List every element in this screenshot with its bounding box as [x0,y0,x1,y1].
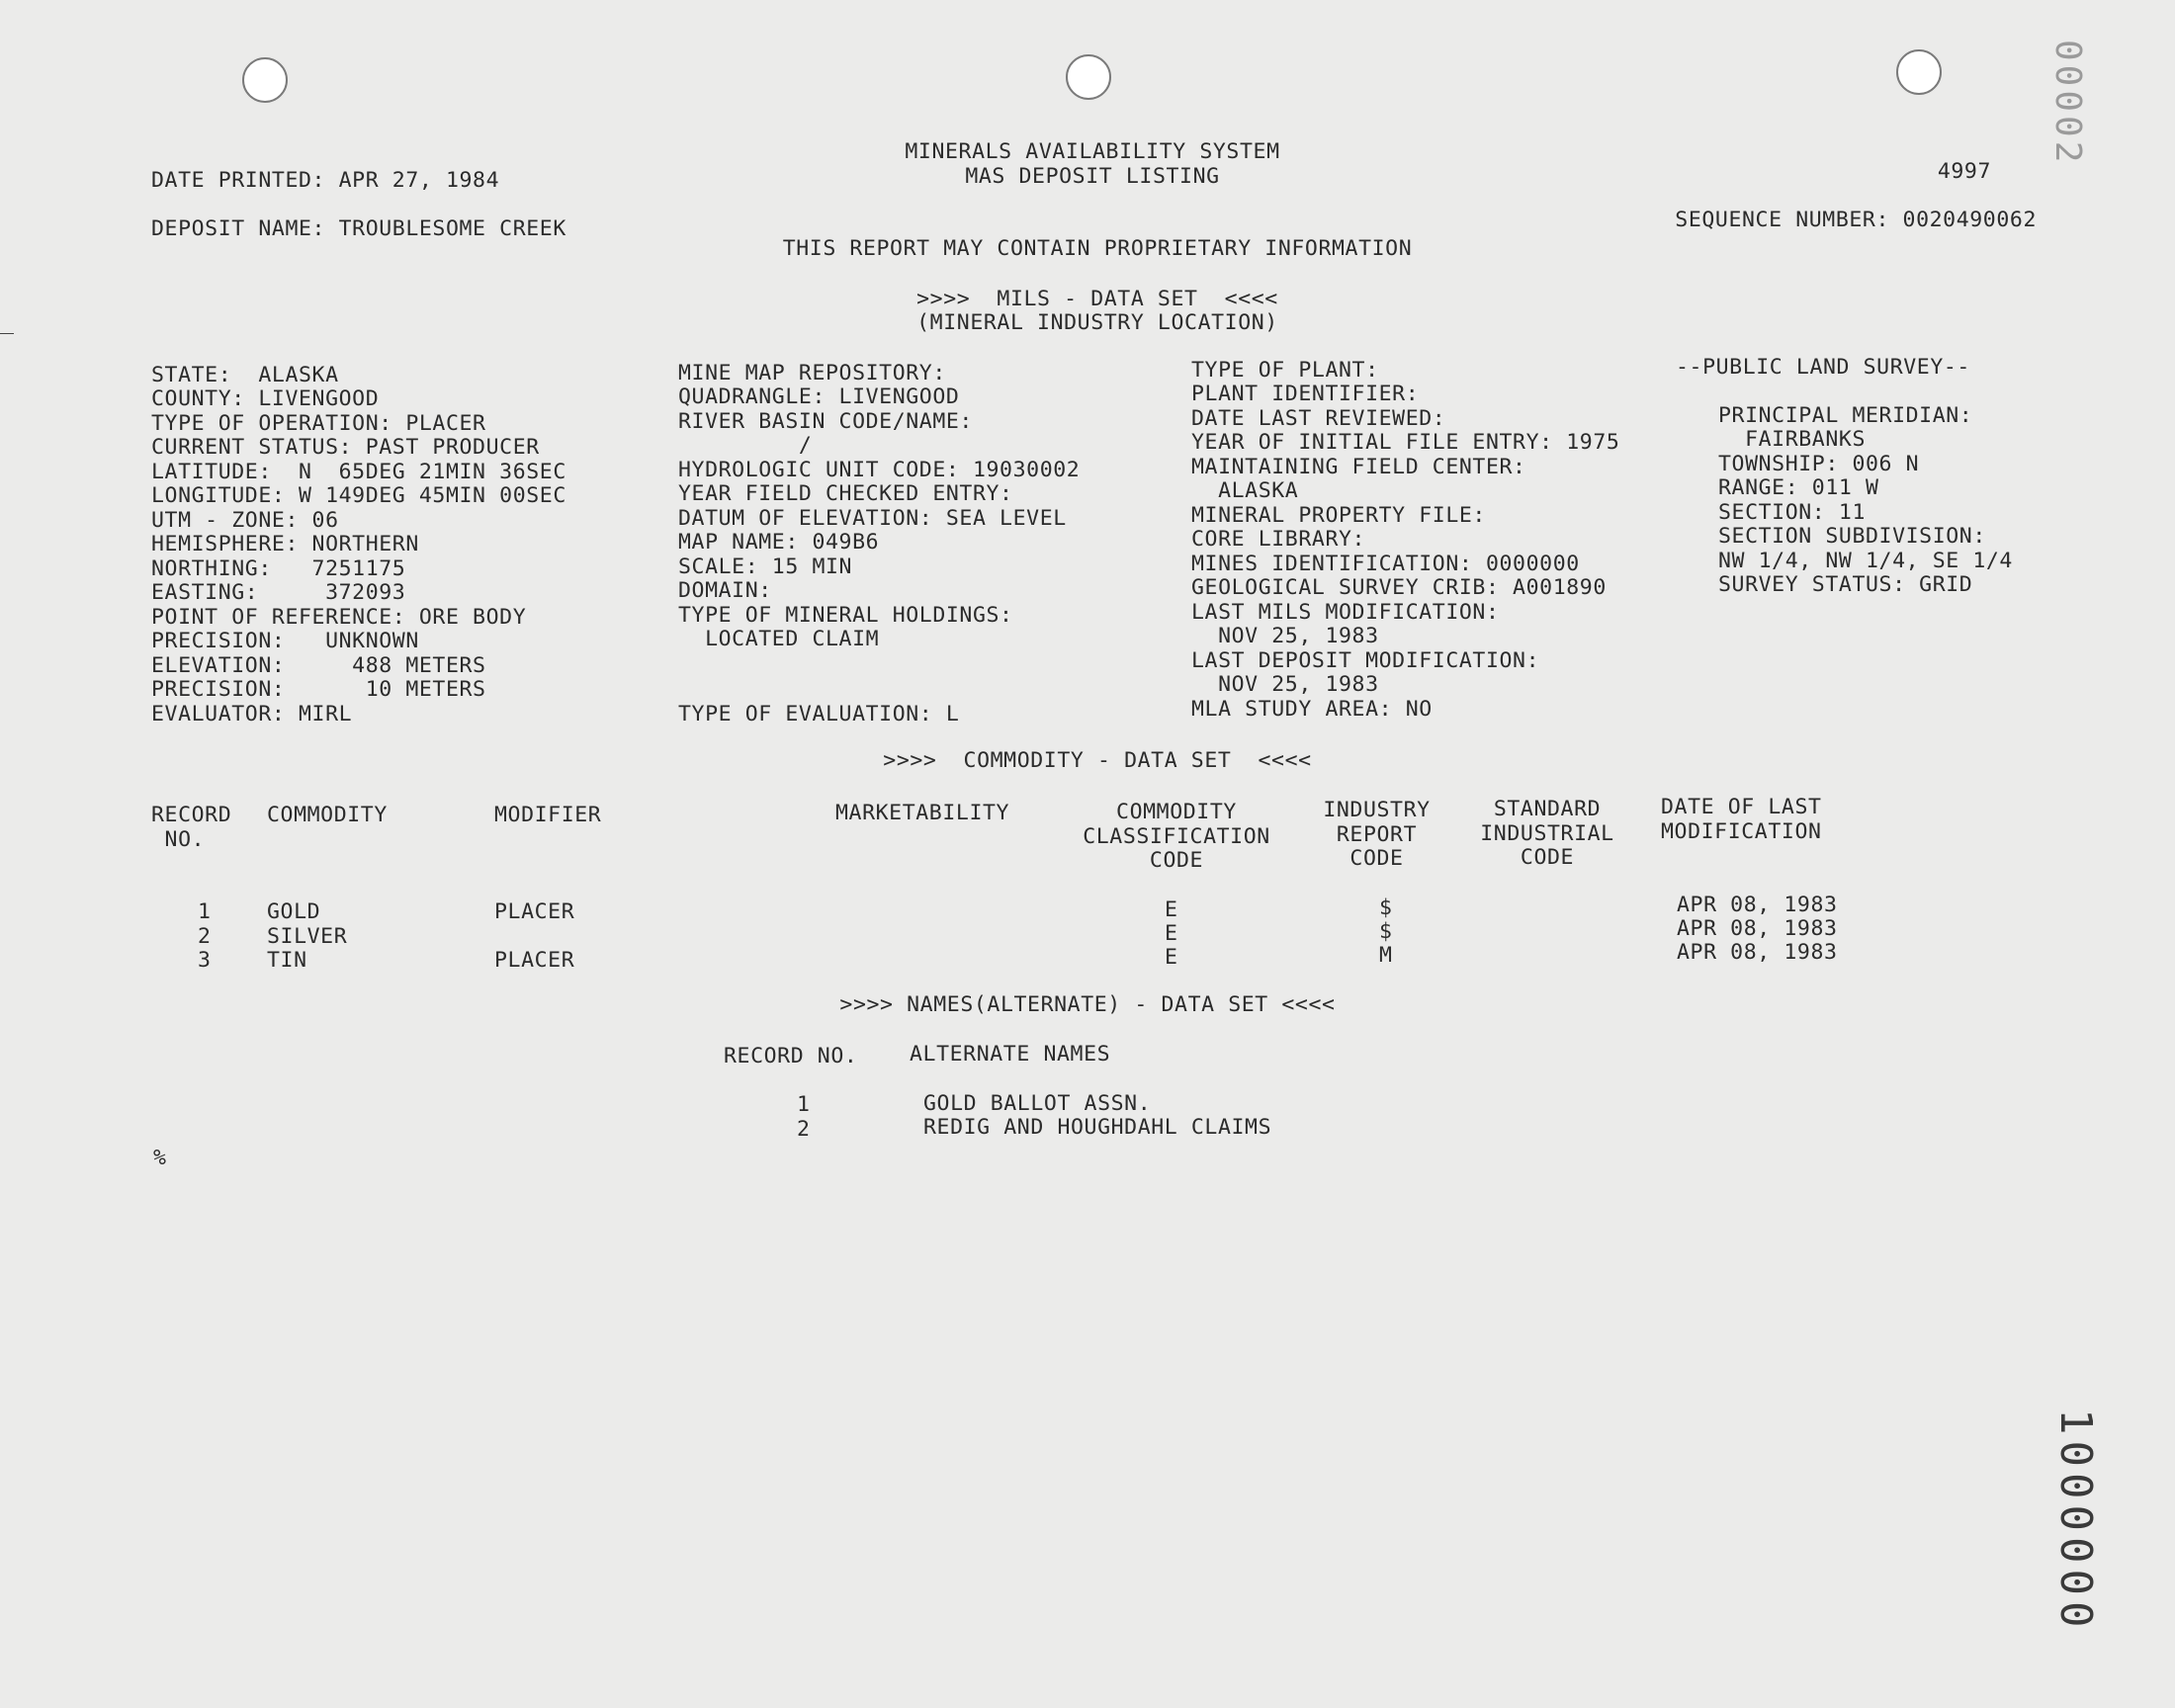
field-mine-map-repository: MINE MAP REPOSITORY: [678,361,946,385]
field-river-basin: RIVER BASIN CODE/NAME: [678,409,973,434]
row-industry-report: M [1379,943,1393,968]
field-date-last-reviewed: DATE LAST REVIEWED: [1191,406,1446,431]
alternate-name: REDIG AND HOUGHDAHL CLAIMS [923,1115,1272,1140]
row-record-no: 2 [198,924,212,949]
field-state: STATE: ALASKA [151,363,339,387]
punch-hole-right [1896,49,1942,95]
field-easting: EASTING: 372093 [151,580,406,605]
field-precision-elevation: PRECISION: 10 METERS [151,677,486,702]
field-mineral-property-file: MINERAL PROPERTY FILE: [1191,503,1486,528]
commodity-title: >>>> COMMODITY - DATA SET <<<< [883,748,1312,773]
row-record-no: 3 [198,948,212,973]
field-hydrologic-unit: HYDROLOGIC UNIT CODE: 19030002 [678,458,1081,482]
field-principal-meridian-value: FAIRBANKS [1718,427,1866,452]
row-commodity: GOLD [267,899,321,924]
field-section-subdivision: SECTION SUBDIVISION: [1718,524,1986,549]
field-section: SECTION: 11 [1718,500,1866,525]
field-elevation: ELEVATION: 488 METERS [151,653,486,678]
field-operation-type: TYPE OF OPERATION: PLACER [151,411,486,436]
names-header-record-no: RECORD NO. [724,1044,858,1068]
field-longitude: LONGITUDE: W 149DEG 45MIN 00SEC [151,483,566,508]
field-mineral-holdings: TYPE OF MINERAL HOLDINGS: [678,603,1013,628]
row-commodity: SILVER [267,924,348,949]
row-commodity: TIN [267,948,307,973]
row-date: APR 08, 1983 [1677,940,1838,965]
margin-stamp-top: 00002 [2047,40,2088,167]
deposit-name: DEPOSIT NAME: TROUBLESOME CREEK [151,216,566,241]
row-classification: E [1165,921,1178,946]
header-record-no: RECORD NO. [151,803,232,852]
field-township: TOWNSHIP: 006 N [1718,452,1920,476]
land-survey-title: --PUBLIC LAND SURVEY-- [1676,355,1970,380]
header-standard-industrial-code: STANDARD INDUSTRIAL CODE [1480,797,1614,870]
header-classification-code: COMMODITY CLASSIFICATION CODE [1083,800,1270,873]
listing-title: MAS DEPOSIT LISTING [965,164,1220,189]
field-current-status: CURRENT STATUS: PAST PRODUCER [151,435,540,460]
header-marketability: MARKETABILITY [835,801,1010,825]
row-date: APR 08, 1983 [1677,893,1838,917]
field-scale: SCALE: 15 MIN [678,555,853,579]
field-survey-crib: GEOLOGICAL SURVEY CRIB: A001890 [1191,575,1607,600]
field-mines-identification: MINES IDENTIFICATION: 0000000 [1191,552,1580,576]
field-utm-zone: UTM - ZONE: 06 [151,508,339,533]
field-evaluator: EVALUATOR: MIRL [151,702,353,726]
header-commodity: COMMODITY [267,803,388,827]
field-last-deposit-mod-value: NOV 25, 1983 [1191,672,1379,697]
field-hemisphere: HEMISPHERE: NORTHERN [151,532,419,556]
field-principal-meridian: PRINCIPAL MERIDIAN: [1718,403,1973,428]
field-plant-identifier: PLANT IDENTIFIER: [1191,382,1420,406]
name-record-no: 2 [797,1117,811,1142]
field-precision-location: PRECISION: UNKNOWN [151,629,419,653]
field-map-name: MAP NAME: 049B6 [678,530,880,555]
date-printed: DATE PRINTED: APR 27, 1984 [151,168,500,193]
names-title: >>>> NAMES(ALTERNATE) - DATA SET <<<< [839,992,1336,1017]
field-survey-status: SURVEY STATUS: GRID [1718,572,1973,597]
edge-rule [0,333,14,334]
field-year-field-checked: YEAR FIELD CHECKED ENTRY: [678,481,1013,506]
page-number: 4997 [1937,159,1991,184]
field-evaluation-type: TYPE OF EVALUATION: L [678,702,960,726]
margin-stamp-bottom: 1000000 [2050,1409,2101,1634]
field-range: RANGE: 011 W [1718,475,1879,500]
field-last-mils-mod: LAST MILS MODIFICATION: [1191,600,1500,625]
field-datum-elevation: DATUM OF ELEVATION: SEA LEVEL [678,506,1067,531]
field-river-basin-value: / [678,433,813,458]
alternate-name: GOLD BALLOT ASSN. [923,1091,1152,1116]
sequence-number: SEQUENCE NUMBER: 0020490062 [1675,208,2037,232]
row-classification: E [1165,897,1178,922]
field-last-mils-mod-value: NOV 25, 1983 [1191,624,1379,648]
header-modifier: MODIFIER [494,803,602,827]
row-modifier: PLACER [494,948,575,973]
field-maintaining-center-value: ALASKA [1191,478,1299,503]
field-point-of-reference: POINT OF REFERENCE: ORE BODY [151,605,527,630]
punch-hole-center [1066,54,1111,100]
row-classification: E [1165,945,1178,970]
row-industry-report: $ [1379,896,1393,920]
names-header-alternate-names: ALTERNATE NAMES [910,1042,1111,1067]
proprietary-notice: THIS REPORT MAY CONTAIN PROPRIETARY INFORMATION [782,236,1413,261]
field-northing: NORTHING: 7251175 [151,556,406,581]
mils-subtitle: (MINERAL INDUSTRY LOCATION) [916,310,1278,335]
mils-title: >>>> MILS - DATA SET <<<< [916,287,1278,311]
row-record-no: 1 [198,899,212,924]
field-core-library: CORE LIBRARY: [1191,527,1366,552]
row-industry-report: $ [1379,919,1393,944]
field-year-initial-entry: YEAR OF INITIAL FILE ENTRY: 1975 [1191,430,1620,455]
field-domain: DOMAIN: [678,578,772,603]
name-record-no: 1 [797,1092,811,1117]
footer-mark: % [153,1146,167,1170]
punch-hole-left [242,57,288,103]
header-date-last-modification: DATE OF LAST MODIFICATION [1661,795,1822,844]
field-last-deposit-mod: LAST DEPOSIT MODIFICATION: [1191,648,1540,673]
field-county: COUNTY: LIVENGOOD [151,386,380,411]
system-title: MINERALS AVAILABILITY SYSTEM [905,139,1280,164]
row-date: APR 08, 1983 [1677,916,1838,941]
field-maintaining-center: MAINTAINING FIELD CENTER: [1191,455,1526,479]
field-mineral-holdings-value: LOCATED CLAIM [678,627,880,651]
header-industry-report-code: INDUSTRY REPORT CODE [1323,798,1431,871]
row-modifier: PLACER [494,899,575,924]
field-quadrangle: QUADRANGLE: LIVENGOOD [678,384,960,409]
field-mla-study-area: MLA STUDY AREA: NO [1191,697,1433,722]
field-section-subdivision-value: NW 1/4, NW 1/4, SE 1/4 [1718,549,2013,573]
field-latitude: LATITUDE: N 65DEG 21MIN 36SEC [151,460,566,484]
field-plant-type: TYPE OF PLANT: [1191,358,1379,383]
